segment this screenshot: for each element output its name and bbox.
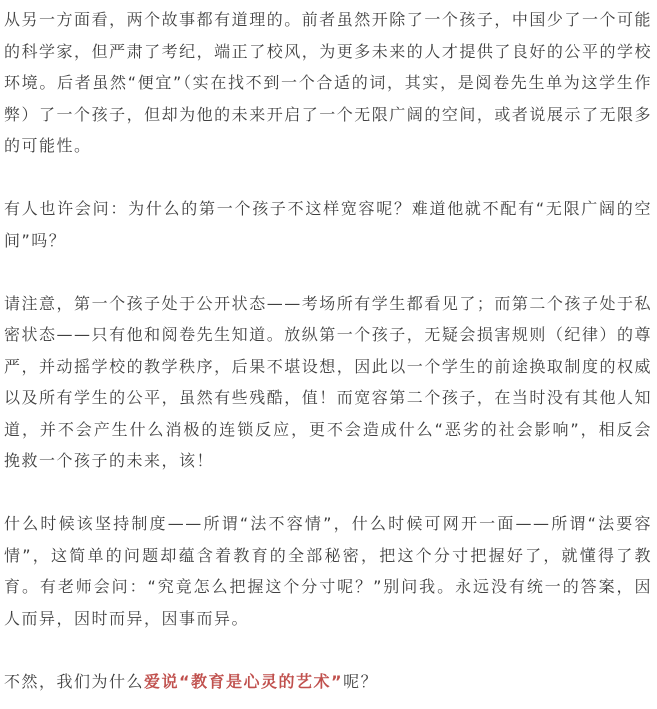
- paragraph-final: [4, 666, 652, 698]
- paragraph-3: 请注意，第一个孩子处于公开状态——考场所有学生都看见了；而第二个孩子处于私密状态——只有他和阅卷先生知道。放纵第一个孩子，无疑会损害规则（纪律）的尊严，并动摇学校的教学秩序，后果不堪设想，因此以一个学生的前途换取制度的权威以及所有学生的公平，虽然有些残酷，值！而宽容第二个孩子，在当时没有其他人知道，并不会产生什么消极的连锁反应，更不会造成什么“恶劣的社会影响”，相反会挽救一个孩子的未来，该！: [4, 293, 652, 470]
- paragraph-1: 从另一方面看，两个故事都有道理的。前者虽然开除了一个孩子，中国少了一个可能的科学家，但严肃了考纪，端正了校风，为更多未来的人才提供了良好的公平的学校环境。后者虽然“便宜”（实在找不到一个合适的词，其实，是阅卷先生单为这学生作弊）了一个孩子，但却为他的未来开启了一个无限广阔的空间，或者说展示了无限多的可能性。: [4, 10, 652, 155]
- final-emphasis: 爱说“教育是心灵的艺术”: [144, 671, 344, 691]
- paragraph-4: 什么时候该坚持制度——所谓“法不容情”，什么时候可网开一面——所谓“法要容情”，这简单的问题却蕴含着教育的全部秘密，把这个分寸把握好了，就懂得了教育。有老师会问：“究竟怎么把握这个分寸呢？”别问我。永远没有统一的答案，因人而异，因时而异，因事而异。: [4, 514, 652, 628]
- final-text-before: 不然，我们为什么: [4, 671, 145, 691]
- final-text-after: 呢？: [343, 671, 379, 691]
- article-body: [4, 4, 652, 697]
- paragraph-2: 有人也许会问：为什么的第一个孩子不这样宽容呢？难道他就不配有“无限广阔的空间”吗？: [4, 199, 652, 250]
